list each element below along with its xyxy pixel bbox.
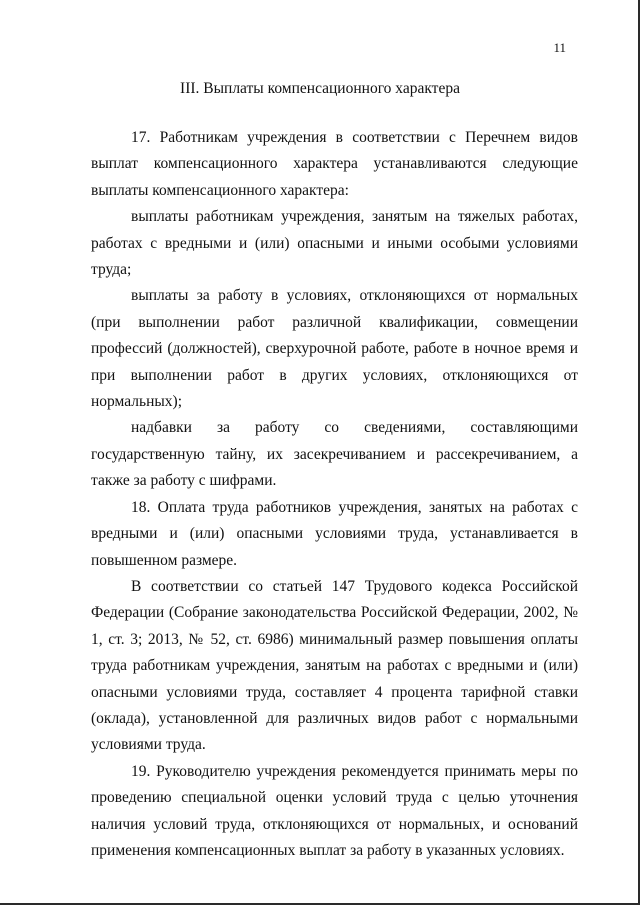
page-number: 11 xyxy=(553,40,566,55)
paragraph-article-147: В соответствии со статьей 147 Трудового кодекса Российской Федерации (Собрание законодательства Российской Федерации, 2002, № 1, ст. 3; 2013, № 52, ст. 6986) минимальный размер повышения оплаты труда работникам учреждения, занятым на работах с вредными и (или) опасными условиями труда, составляет 4 процента тарифной ставки (оклада), установленной для различных видов работ с нормальными условиями труда. xyxy=(91,577,578,754)
section-heading: III. Выплаты компенсационного характера xyxy=(180,80,460,97)
paragraph-18-increased-pay: 18. Оплата труда работников учреждения, занятых на работах с вредными и (или) опасными условиями труда, устанавливается в повышенном размере. xyxy=(91,498,578,569)
document-body xyxy=(91,125,578,864)
paragraph-19-special-assessment: 19. Руководителю учреждения рекомендуется принимать меры по проведению специальной оценки условий труда с целью уточнения наличия условий труда, отклоняющихся от нормальных, и оснований применения компенсационных выплат за работу в указанных условиях. xyxy=(91,762,578,859)
paragraph-hazardous-work-payments: выплаты работникам учреждения, занятым на тяжелых работах, работах с вредными и (или) опасными и иными особыми условиями труда; xyxy=(91,208,578,279)
paragraph-17-intro: 17. Работникам учреждения в соответствии с Перечнем видов выплат компенсационного характера устанавливаются следующие выплаты компенсационного характера: xyxy=(91,129,578,199)
paragraph-state-secret-allowances: надбавки за работу со сведениями, составляющими государственную тайну, их засекречиванием и рассекречиванием, а также за работу с шифрами. xyxy=(91,419,578,490)
paragraph-abnormal-conditions-payments: выплаты за работу в условиях, отклоняющихся от нормальных (при выполнении работ различной квалификации, совмещении профессий (должностей), сверхурочной работе, работе в ночное время и при выполнении работ в других условиях, отклоняющихся от нормальных); xyxy=(91,287,578,411)
